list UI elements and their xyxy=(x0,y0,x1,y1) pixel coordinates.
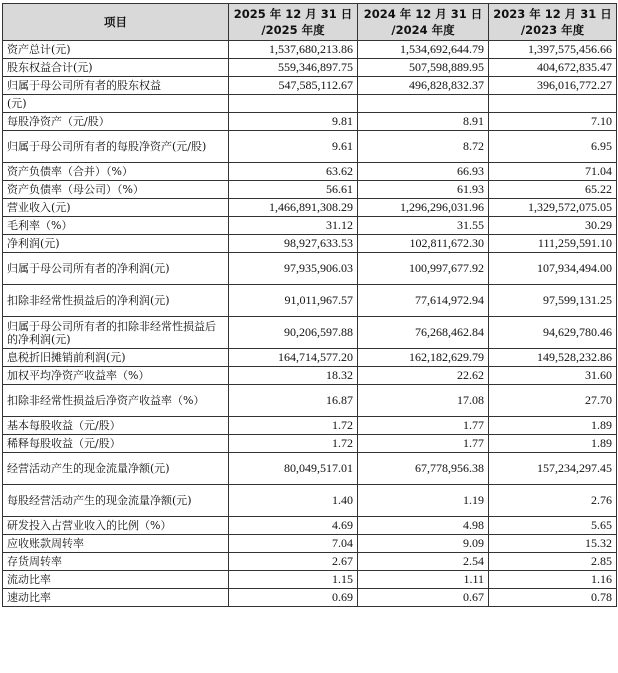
value-2024: 9.09 xyxy=(358,535,489,553)
table-row xyxy=(3,571,617,589)
value-2025: 63.62 xyxy=(229,163,358,181)
header-2023-year: /2023 年度 xyxy=(520,23,585,37)
value-2024: 31.55 xyxy=(358,217,489,235)
value-2023: 1.16 xyxy=(489,571,617,589)
row-label: 归属于母公司所有者的每股净资产(元/股) xyxy=(3,131,229,163)
row-label: (元) xyxy=(3,95,229,113)
table-row xyxy=(3,367,617,385)
value-2025: 1,537,680,213.86 xyxy=(229,41,358,59)
value-2025 xyxy=(229,95,358,113)
row-label: 速动比率 xyxy=(3,589,229,607)
value-2024: 2.54 xyxy=(358,553,489,571)
header-2024 xyxy=(358,4,489,41)
value-2024: 1.11 xyxy=(358,571,489,589)
value-2023: 7.10 xyxy=(489,113,617,131)
value-2025: 1.72 xyxy=(229,435,358,453)
value-2025: 90,206,597.88 xyxy=(229,317,358,349)
value-2025: 9.61 xyxy=(229,131,358,163)
value-2024: 61.93 xyxy=(358,181,489,199)
row-label: 归属于母公司所有者的股东权益 xyxy=(3,77,229,95)
value-2023: 157,234,297.45 xyxy=(489,453,617,485)
row-label: 每股经营活动产生的现金流量净额(元) xyxy=(3,485,229,517)
value-2025: 559,346,897.75 xyxy=(229,59,358,77)
value-2024: 17.08 xyxy=(358,385,489,417)
value-2024: 66.93 xyxy=(358,163,489,181)
table-row xyxy=(3,113,617,131)
header-2023-date: 2023 年 12 月 31 日 xyxy=(493,7,612,21)
row-label: 股东权益合计(元) xyxy=(3,59,229,77)
value-2024: 507,598,889.95 xyxy=(358,59,489,77)
value-2025: 1,466,891,308.29 xyxy=(229,199,358,217)
value-2025: 4.69 xyxy=(229,517,358,535)
value-2024: 4.98 xyxy=(358,517,489,535)
value-2024: 77,614,972.94 xyxy=(358,285,489,317)
table-row xyxy=(3,217,617,235)
value-2023: 71.04 xyxy=(489,163,617,181)
value-2023: 404,672,835.47 xyxy=(489,59,617,77)
table-row xyxy=(3,285,617,317)
value-2024: 1,534,692,644.79 xyxy=(358,41,489,59)
value-2024: 1.77 xyxy=(358,417,489,435)
value-2025: 97,935,906.03 xyxy=(229,253,358,285)
header-2024-date: 2024 年 12 月 31 日 xyxy=(363,7,483,21)
header-2025-date: 2025 年 12 月 31 日 xyxy=(233,7,353,21)
row-label: 研发投入占营业收入的比例（%） xyxy=(3,517,229,535)
row-label: 存货周转率 xyxy=(3,553,229,571)
value-2023: 15.32 xyxy=(489,535,617,553)
table-row xyxy=(3,41,617,59)
value-2024: 0.67 xyxy=(358,589,489,607)
row-label: 归属于母公司所有者的净利润(元) xyxy=(3,253,229,285)
value-2023: 2.85 xyxy=(489,553,617,571)
table-row xyxy=(3,77,617,95)
value-2023: 1,397,575,456.66 xyxy=(489,41,617,59)
table-row xyxy=(3,589,617,607)
table-row xyxy=(3,517,617,535)
value-2024: 496,828,832.37 xyxy=(358,77,489,95)
table-row xyxy=(3,453,617,485)
value-2025: 91,011,967.57 xyxy=(229,285,358,317)
value-2023: 27.70 xyxy=(489,385,617,417)
table-body xyxy=(3,41,617,607)
row-label: 经营活动产生的现金流量净额(元) xyxy=(3,453,229,485)
value-2023: 6.95 xyxy=(489,131,617,163)
table-row xyxy=(3,553,617,571)
value-2024: 8.91 xyxy=(358,113,489,131)
row-label: 应收账款周转率 xyxy=(3,535,229,553)
value-2023: 149,528,232.86 xyxy=(489,349,617,367)
value-2023: 2.76 xyxy=(489,485,617,517)
value-2025: 1.72 xyxy=(229,417,358,435)
header-2024-year: /2024 年度 xyxy=(391,23,455,37)
table-row xyxy=(3,435,617,453)
value-2023: 5.65 xyxy=(489,517,617,535)
row-label: 扣除非经常性损益后净资产收益率（%） xyxy=(3,385,229,417)
value-2024 xyxy=(358,95,489,113)
value-2024: 22.62 xyxy=(358,367,489,385)
row-label: 基本每股收益（元/股） xyxy=(3,417,229,435)
value-2023: 107,934,494.00 xyxy=(489,253,617,285)
table-row xyxy=(3,535,617,553)
value-2023: 396,016,772.27 xyxy=(489,77,617,95)
value-2024: 67,778,956.38 xyxy=(358,453,489,485)
value-2023: 65.22 xyxy=(489,181,617,199)
value-2024: 1.19 xyxy=(358,485,489,517)
table-row xyxy=(3,235,617,253)
header-2025-year: /2025 年度 xyxy=(261,23,325,37)
header-item: 项目 xyxy=(3,4,229,41)
value-2025: 9.81 xyxy=(229,113,358,131)
value-2023: 111,259,591.10 xyxy=(489,235,617,253)
table-row xyxy=(3,59,617,77)
table-row xyxy=(3,253,617,285)
value-2025: 1.15 xyxy=(229,571,358,589)
table-row xyxy=(3,349,617,367)
row-label: 净利润(元) xyxy=(3,235,229,253)
value-2025: 164,714,577.20 xyxy=(229,349,358,367)
value-2025: 0.69 xyxy=(229,589,358,607)
row-label: 息税折旧摊销前利润(元) xyxy=(3,349,229,367)
table-row xyxy=(3,163,617,181)
table-row xyxy=(3,181,617,199)
value-2024: 100,997,677.92 xyxy=(358,253,489,285)
value-2024: 8.72 xyxy=(358,131,489,163)
row-label: 归属于母公司所有者的扣除非经常性损益后的净利润(元) xyxy=(3,317,229,349)
row-label: 扣除非经常性损益后的净利润(元) xyxy=(3,285,229,317)
value-2023: 1,329,572,075.05 xyxy=(489,199,617,217)
row-label: 资产总计(元) xyxy=(3,41,229,59)
value-2023: 30.29 xyxy=(489,217,617,235)
header-2023 xyxy=(489,4,617,41)
row-label: 营业收入(元) xyxy=(3,199,229,217)
header-2025 xyxy=(229,4,358,41)
value-2025: 56.61 xyxy=(229,181,358,199)
row-label: 毛利率（%） xyxy=(3,217,229,235)
value-2025: 547,585,112.67 xyxy=(229,77,358,95)
table-row xyxy=(3,385,617,417)
financial-data-table xyxy=(2,3,617,607)
value-2023: 1.89 xyxy=(489,417,617,435)
value-2025: 31.12 xyxy=(229,217,358,235)
value-2024: 1,296,296,031.96 xyxy=(358,199,489,217)
value-2025: 16.87 xyxy=(229,385,358,417)
value-2023: 97,599,131.25 xyxy=(489,285,617,317)
value-2025: 80,049,517.01 xyxy=(229,453,358,485)
value-2025: 2.67 xyxy=(229,553,358,571)
row-label: 稀释每股收益（元/股） xyxy=(3,435,229,453)
value-2024: 102,811,672.30 xyxy=(358,235,489,253)
table-row xyxy=(3,417,617,435)
value-2023: 1.89 xyxy=(489,435,617,453)
table-row xyxy=(3,485,617,517)
table-header xyxy=(3,4,617,41)
value-2023: 31.60 xyxy=(489,367,617,385)
row-label: 资产负债率（合并）（%） xyxy=(3,163,229,181)
value-2023 xyxy=(489,95,617,113)
value-2025: 98,927,633.53 xyxy=(229,235,358,253)
value-2023: 0.78 xyxy=(489,589,617,607)
row-label: 加权平均净资产收益率（%） xyxy=(3,367,229,385)
table-row xyxy=(3,199,617,217)
value-2024: 76,268,462.84 xyxy=(358,317,489,349)
value-2025: 1.40 xyxy=(229,485,358,517)
row-label: 流动比率 xyxy=(3,571,229,589)
table-row xyxy=(3,95,617,113)
value-2025: 18.32 xyxy=(229,367,358,385)
row-label: 资产负债率（母公司）（%） xyxy=(3,181,229,199)
value-2024: 1.77 xyxy=(358,435,489,453)
value-2024: 162,182,629.79 xyxy=(358,349,489,367)
table-row xyxy=(3,131,617,163)
value-2023: 94,629,780.46 xyxy=(489,317,617,349)
table-row xyxy=(3,317,617,349)
row-label: 每股净资产（元/股） xyxy=(3,113,229,131)
value-2025: 7.04 xyxy=(229,535,358,553)
